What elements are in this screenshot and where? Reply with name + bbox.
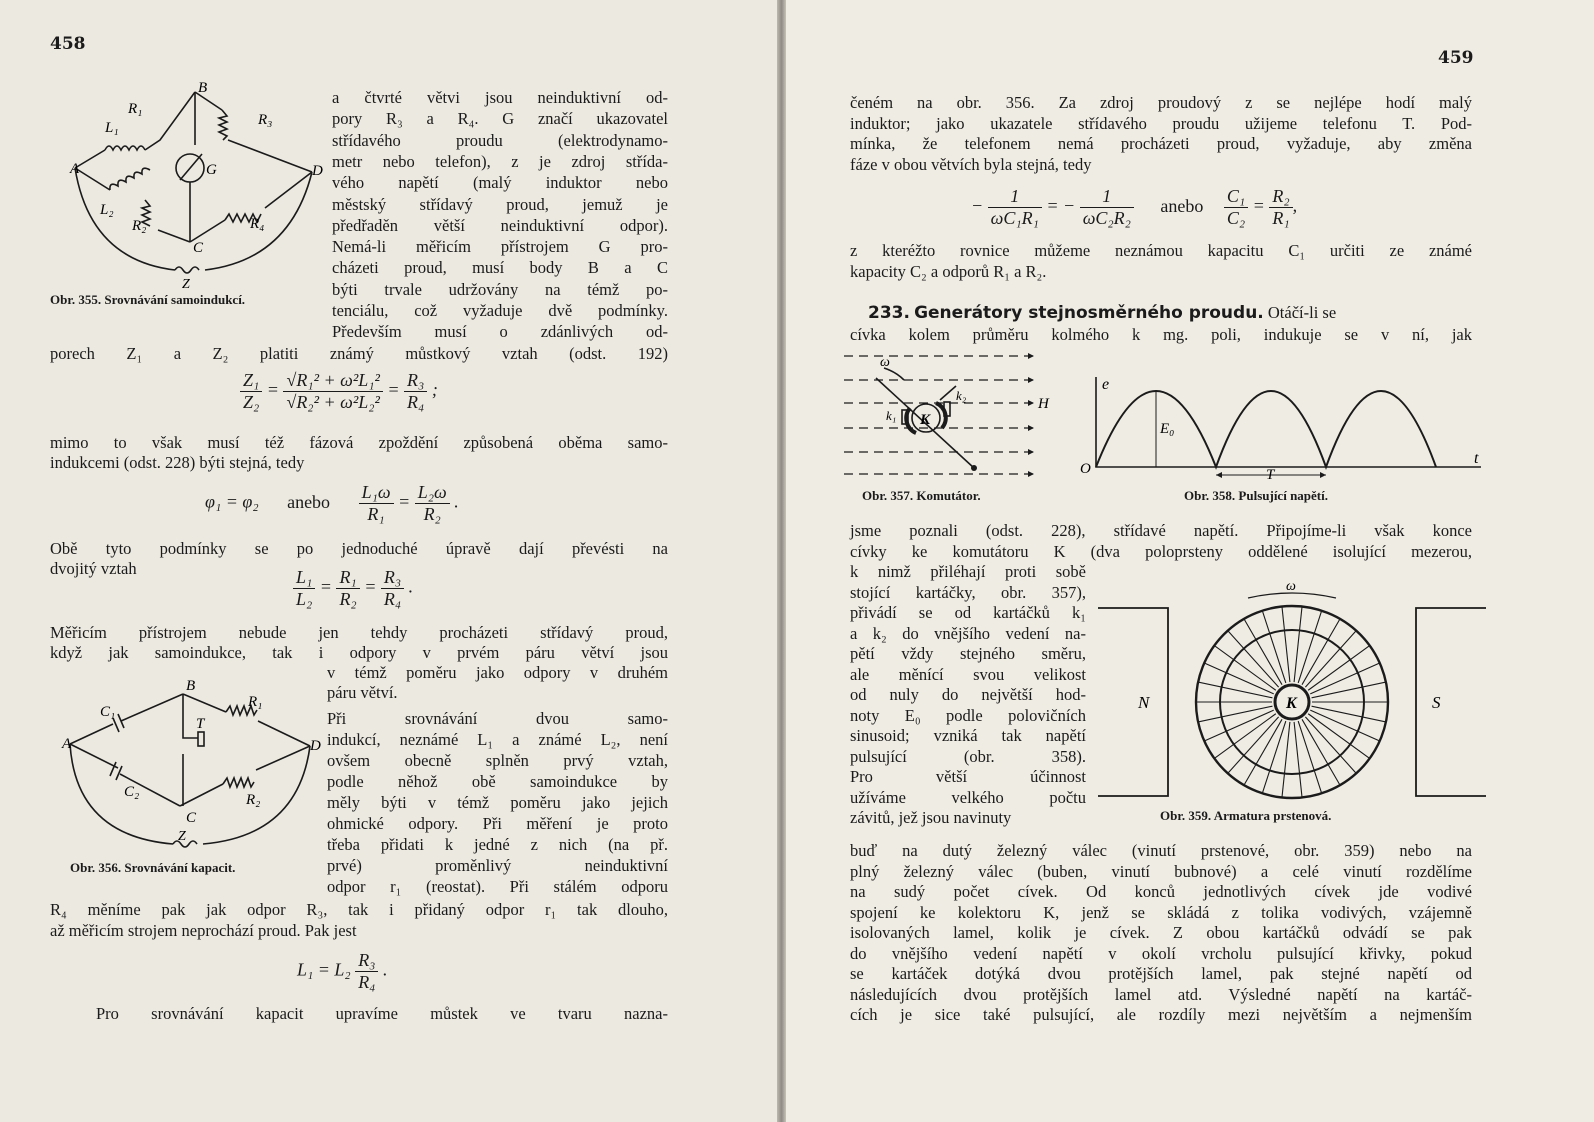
eq2-a-den: R₁ xyxy=(367,504,385,524)
armature-spoke xyxy=(1310,710,1379,741)
fig358-caption: Obr. 358. Pulsující napětí. xyxy=(1184,488,1328,503)
eq2-word: anebo xyxy=(287,491,331,512)
text-line: metr nebo telefon), z je zdroj střída- xyxy=(332,151,668,171)
eq4-num: R₃ xyxy=(355,950,378,972)
armature-spoke xyxy=(1198,682,1272,698)
eq1-end: ; xyxy=(431,379,438,400)
text-line: spojení ke kolektoru K, jenž se skládá z tolika vodivých, vzájemně xyxy=(850,902,1472,922)
fig355-label-r3: R₃ xyxy=(258,112,273,128)
text-line: indukcí, neznámé L₁ a známé L₂, není xyxy=(327,730,668,749)
eq1-lhs-den: Z₂ xyxy=(243,392,260,412)
eq3-a-num: L₁ xyxy=(293,567,315,589)
eq3-end: . xyxy=(408,576,414,597)
text-line: z kteréžto rovnice můžeme neznámou kapacitu C₁ určiti ze známé xyxy=(850,241,1472,260)
text-line: indukcemi (odst. 228) býti stejná, tedy xyxy=(50,453,305,472)
eq2-b-num: L₂ω xyxy=(415,482,450,504)
fig355-label-g: G xyxy=(206,162,217,178)
fig357-label-k2: k₂ xyxy=(956,388,967,403)
armature-spoke xyxy=(1198,706,1272,722)
text-line: mimo to však musí též fázová zpoždění způsobená oběma samo- xyxy=(50,433,668,452)
eq3-c-num: R₃ xyxy=(381,567,404,589)
fig355-label-a: A xyxy=(70,161,80,177)
eq2-left: φ₁ = φ₂ xyxy=(205,491,259,512)
armature-spoke xyxy=(1308,646,1369,691)
eq1-rhs-num: R₃ xyxy=(404,370,427,392)
fig356-label-z: Z xyxy=(178,829,186,844)
text-line: vého napětí (malý induktor nebo xyxy=(332,173,668,193)
armature-spoke xyxy=(1294,722,1302,798)
fig358-label-e0: E₀ xyxy=(1160,421,1175,437)
armature-spoke xyxy=(1312,682,1386,698)
req1-c-den: C₂ xyxy=(1226,208,1246,228)
text-line: fáze v obou větvích byla stejná, tedy xyxy=(850,154,1092,174)
text-line: podle něhož obě samoindukce by xyxy=(327,772,668,791)
fig359-caption: Obr. 359. Armatura prstenová. xyxy=(1160,808,1332,823)
text-line: páru větví. xyxy=(327,683,398,702)
text-line: Pro větší účinnost xyxy=(850,767,1086,786)
text-line: třeba přidati k jedné z nich (na př. xyxy=(327,835,668,854)
eq1-mid-den: √R₂² + ω²L₂² xyxy=(286,392,380,412)
text-line: užíváme velkého počtu xyxy=(850,787,1086,807)
eq2-a-num: L₁ω xyxy=(359,482,394,504)
text-line: Především musí o zdánlivých od- xyxy=(332,322,668,342)
text-line: a k₂ do vnějšího vedení na- xyxy=(850,623,1086,643)
text-line: býti trvale udržovány na témž po- xyxy=(332,279,668,299)
fig355-label-r4: R₄ xyxy=(250,216,265,232)
fig356-label-d: D xyxy=(310,738,321,754)
text-line: pětí vždy stejného směru, xyxy=(850,644,1086,663)
eq4-lhs: L₁ = L₂ xyxy=(297,959,351,980)
fig358-label-t-axis: t xyxy=(1474,450,1479,467)
fig356-label-c: C xyxy=(186,810,197,826)
fig359-label-k: K xyxy=(1286,695,1297,712)
eq3-b-den: R₂ xyxy=(339,589,357,609)
text-line: na sudý počet cívek. Od konců jednotlivých cívek jde vodivé xyxy=(850,882,1472,901)
fig359-label-n: N xyxy=(1138,693,1150,712)
req1-d-den: R₁ xyxy=(1272,208,1290,228)
figure-357-commutator xyxy=(844,350,1049,485)
armature-spoke xyxy=(1308,714,1369,759)
section-233-heading xyxy=(868,302,1468,324)
fig356-label-a: A xyxy=(62,736,72,752)
text-line: a čtvrté větvi jsou neinduktivní od- xyxy=(332,88,668,107)
req1-b-den: ωC₂R₂ xyxy=(1082,208,1131,228)
eq3-c-den: R₄ xyxy=(383,589,402,609)
section-title: Generátory stejnosměrného proudu. xyxy=(914,303,1264,323)
eq3-a-den: L₂ xyxy=(296,589,313,609)
req1-c-num: C₁ xyxy=(1224,186,1248,208)
fig355-label-c: C xyxy=(193,240,204,256)
armature-spoke xyxy=(1204,663,1273,694)
text-line: měly býti v témž poměru jako jejich xyxy=(327,793,668,812)
text-line: R₄ měníme pak jak odpor R₃, tak i přidaný odpor r₁ tak dlouho, xyxy=(50,900,668,919)
text-line: Nemá-li měřicím přístrojem G pro- xyxy=(332,237,668,257)
armature-spoke xyxy=(1294,607,1302,683)
fig357-label-k1: k₁ xyxy=(886,408,897,423)
text-line: dvojitý vztah xyxy=(50,559,137,578)
req1-word: anebo xyxy=(1160,195,1204,216)
fig357-label-k: K xyxy=(920,412,931,428)
fig355-label-z: Z xyxy=(182,277,190,292)
fig356-label-c1: C₁ xyxy=(100,704,116,720)
text-line: až měřicím strojem neprochází proud. Pak jest xyxy=(50,920,357,940)
text-line: jsme poznali (odst. 228), střídavé napětí. Připojíme-li však konce xyxy=(850,521,1472,540)
text-line: buď na dutý železný válec (vinutí prstenové, obr. 359) nebo na xyxy=(850,841,1472,860)
text-line: noty E₀ podle polovičních xyxy=(850,705,1086,725)
fig358-label-t-period: T xyxy=(1266,467,1275,483)
text-line: Měřicím přístrojem nebude jen tehdy procházeti střídavý proud, xyxy=(50,623,668,642)
fig357-label-h: H xyxy=(1038,396,1049,412)
armature-spoke xyxy=(1244,719,1282,785)
text-line: ohmické odpory. Při měření je proto xyxy=(327,814,668,833)
fig356-caption: Obr. 356. Srovnávání kapacit. xyxy=(70,860,236,875)
text-line: prvé) proměnlivý neinduktivní xyxy=(327,856,668,875)
fig356-label-t: T xyxy=(196,716,205,732)
left-last-line: Pro srovnávání kapacit upravíme můstek ve tvaru nazna- xyxy=(96,1004,668,1023)
fig358-label-o: O xyxy=(1080,461,1091,477)
armature-spoke xyxy=(1262,611,1285,683)
fig355-label-b: B xyxy=(198,80,208,96)
figure-359-ring-armature xyxy=(1098,579,1486,808)
fig355-label-l1: L₁ xyxy=(105,120,119,136)
text-line: cívky ke komutátoru K (dva poloprsteny oddělené isolující mezerou, xyxy=(850,541,1472,561)
page-number-right: 459 xyxy=(1438,48,1474,68)
text-line: tenciálu, což vyžaduje dvě podmínky. xyxy=(332,301,668,320)
figure-356-capacitance-bridge xyxy=(58,676,320,856)
section-line-2: cívka kolem průměru kolmého k mg. poli, indukuje se v ní, jak xyxy=(850,325,1472,344)
text-line: cházeti proud, musí body B a C xyxy=(332,258,668,278)
eq3-b-num: R₁ xyxy=(336,567,359,589)
text-line: isolovaných lamel, kolik je cívek. Z obou kartáčků odvádí se pak xyxy=(850,923,1472,942)
req1-a-num: 1 xyxy=(988,186,1042,208)
section-rest: Otáčí-li se xyxy=(1267,303,1337,322)
armature-spoke xyxy=(1312,706,1386,722)
text-line: cích je sice také pulsující, ale rozdíly mezi největším a nejmenším xyxy=(850,1005,1472,1024)
fig358-label-e: e xyxy=(1102,376,1110,393)
figure-358-pulsating-voltage xyxy=(1076,375,1486,485)
text-line: když jak samoindukce, tak i odpory v prvém páru větví jsou xyxy=(50,643,668,662)
equation-impedance-bridge: $\frac{\text{Z₁}}{\text{Z₂}}$ = $\frac{\text{√R₁² + ω²L₁²}}{\text{√R₂² + ω²L₂²}}$ = $\frac{\text{R₃}}{\text{R₄}}$ ; xyxy=(240,370,438,413)
req1-end: , xyxy=(1292,195,1298,216)
right-page xyxy=(786,0,1594,1122)
armature-spoke xyxy=(1298,721,1321,793)
text-line: čeném na obr. 356. Za zdroj proudový z se nejlépe hodí malý xyxy=(850,93,1472,112)
section-number: 233. xyxy=(868,303,910,323)
figure-355-bridge xyxy=(50,80,340,305)
req1-d-num: R₂ xyxy=(1269,186,1292,208)
armature-spoke xyxy=(1302,719,1340,785)
text-line: od nuly do největší hod- xyxy=(850,685,1086,704)
equation-phase-capacitors: − $\frac{1}{\text{ωC₁R₁}}$ = − $\frac{1}{\text{ωC₂R₂}}$ anebo $\frac{\text{C₁}}{\text{C₂}}$ = $\frac{\text{R₂}}{\text{R₁}}$ , xyxy=(971,186,1298,228)
text-line: se kartáček dotýká dvou protějších lamel, pak stejné napětí od xyxy=(850,964,1472,983)
armature-spoke xyxy=(1204,710,1273,741)
fig357-caption: Obr. 357. Komutátor. xyxy=(862,488,981,503)
eq4-den: R₄ xyxy=(358,972,376,992)
book-gutter xyxy=(777,0,786,1122)
text-line: plný železný válec (buben, vinutí bubnové) a celé vinutí rozdělíme xyxy=(850,861,1472,881)
fig359-label-omega: ω xyxy=(1286,579,1296,594)
fig356-label-b: B xyxy=(186,678,196,694)
text-line: k nimž přiléhají proti sobě xyxy=(850,562,1086,581)
eq4-end: . xyxy=(382,959,388,980)
text-line: v témž poměru jako odpory v druhém xyxy=(327,663,668,682)
armature-spoke xyxy=(1214,646,1275,691)
eq1-rhs-den: R₄ xyxy=(407,392,425,412)
req1-a-den: ωC₁R₁ xyxy=(990,208,1039,228)
text-line: pulsující (obr. 358). xyxy=(850,746,1086,766)
fig357-label-omega: ω xyxy=(880,355,890,370)
text-line: do vnějšího vedení napětí v okolí vrcholu pulsující křivky, pokud xyxy=(850,943,1472,963)
fig359-label-s: S xyxy=(1432,693,1441,712)
text-line: městský střídavý proud, jemuž je xyxy=(332,194,668,214)
eq2-end: . xyxy=(454,491,459,512)
text-line: střídavého proudu (elektrodynamo- xyxy=(332,130,668,150)
armature-spoke xyxy=(1244,619,1282,685)
eq2-b-den: R₂ xyxy=(423,504,441,524)
text-line: závitů, jež jsou navinuty xyxy=(850,808,1012,827)
armature-spoke xyxy=(1302,619,1340,685)
equation-phase: φ₁ = φ₂ anebo $\frac{\text{L₁ω}}{\text{R₁}}$ = $\frac{\text{L₂ω}}{\text{R₂}}$ . xyxy=(205,482,459,524)
armature-spoke xyxy=(1282,722,1290,798)
left-page xyxy=(0,0,777,1122)
page-number-left: 458 xyxy=(50,34,86,54)
text-line: Při srovnávání dvou samo- xyxy=(327,709,668,728)
fig356-label-r1: R₁ xyxy=(248,694,263,710)
armature-spoke xyxy=(1310,663,1379,694)
req1-b-num: 1 xyxy=(1080,186,1134,208)
text-line: ovšem obecně splněn prvý vztah, xyxy=(327,751,668,770)
equation-inductance-result xyxy=(297,950,387,993)
text-line: stojící kartáčky, obr. 357), xyxy=(850,582,1086,602)
text-line: induktor; jako ukazatele střídavého proudu užijeme telefonu T. Pod- xyxy=(850,113,1472,133)
fig356-label-c2: C₂ xyxy=(124,784,140,800)
armature-spoke xyxy=(1282,607,1290,683)
text-line: ale měnící svou velikost xyxy=(850,664,1086,684)
text-line: odpor r₁ (reostat). Při stálém odporu xyxy=(327,877,668,896)
armature-spoke xyxy=(1298,611,1321,683)
left-para-1-full: porech Z₁ a Z₂ platiti známý můstkový vztah (odst. 192) xyxy=(50,344,668,363)
armature-spoke xyxy=(1262,721,1285,793)
text-line: kapacity C₂ a odporů R₁ a R₂. xyxy=(850,261,1047,281)
fig355-label-r1: R₁ xyxy=(128,101,143,117)
text-line: mínka, že telefonem nemá procházeti proud, vyžaduje, aby změna xyxy=(850,134,1472,153)
text-line: pory R₃ a R₄. G značí ukazovatel xyxy=(332,109,668,129)
text-line: předřaděn větší neinduktivní odpor). xyxy=(332,215,668,235)
eq1-lhs-num: Z₁ xyxy=(240,370,262,392)
eq1-mid-num: √R₁² + ω²L₁² xyxy=(283,370,382,392)
text-line: Obě tyto podmínky se po jednoduché úpravě dají převésti na xyxy=(50,539,668,558)
fig355-label-r2: R₂ xyxy=(132,218,147,234)
fig356-label-r2: R₂ xyxy=(246,792,261,808)
text-line: následujících dvou protějších lamel atd. Výsledné napětí na kartáč- xyxy=(850,984,1472,1004)
text-line: přivádí se od kartáčků k₁ xyxy=(850,603,1086,622)
armature-spoke xyxy=(1214,714,1275,759)
fig355-label-d: D xyxy=(312,163,323,179)
equation-double-ratio: $\frac{\text{L₁}}{\text{L₂}}$ = $\frac{\text{R₁}}{\text{R₂}}$ = $\frac{\text{R₃}}{\text{R₄}}$ . xyxy=(293,567,413,610)
fig355-caption: Obr. 355. Srovnávání samoindukcí. xyxy=(50,292,246,307)
fig355-label-l2: L₂ xyxy=(100,202,114,218)
text-line: sinusoid; vzniká tak napětí xyxy=(850,726,1086,745)
